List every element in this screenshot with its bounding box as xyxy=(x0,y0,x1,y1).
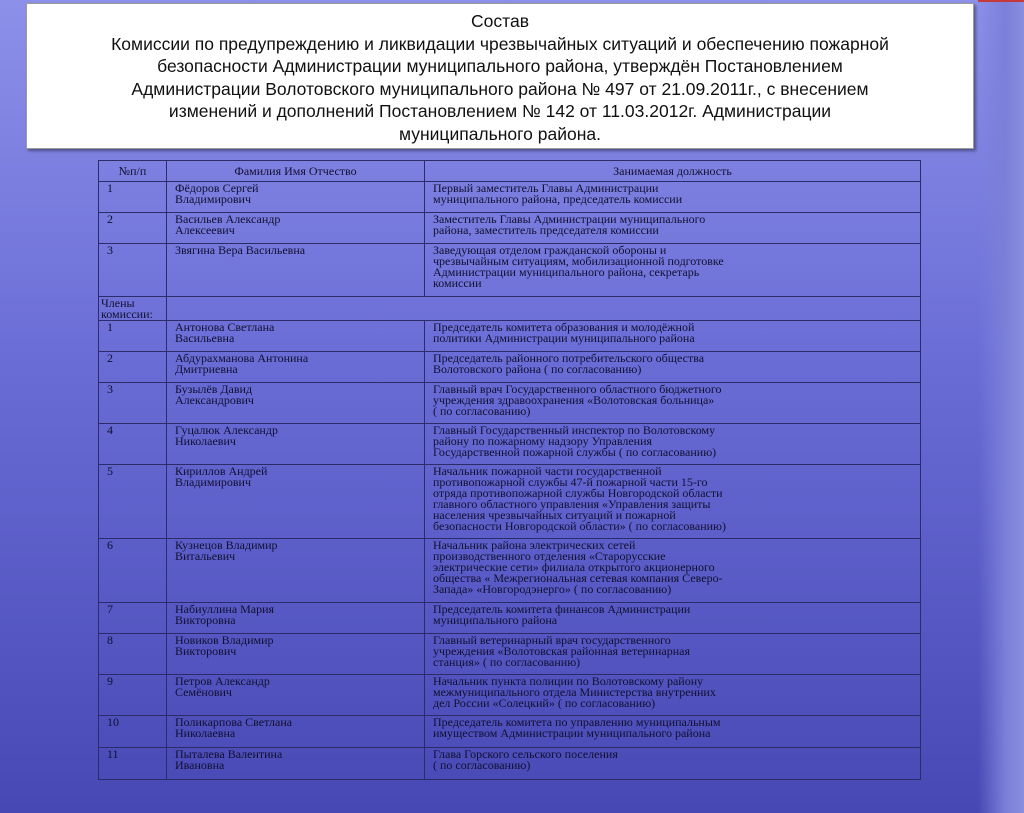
member-name-line: Дмитриевна xyxy=(175,362,238,376)
member-position-line: чрезвычайным ситуациям, мобилизационной подготовке xyxy=(433,254,724,268)
member-position xyxy=(425,465,921,539)
member-position-line: Главный врач Государственного областного бюджетного xyxy=(433,382,722,396)
title-line-5: изменений и дополнений Постановлением № 142 от 11.03.2012г. Администрации xyxy=(168,101,832,121)
member-position-line: Председатель районного потребительского общества xyxy=(433,351,705,365)
member-position-line: Председатель комитета по управлению муниципальным xyxy=(433,715,721,729)
member-position-line: противопожарной службы 47-й пожарной части 15-го xyxy=(433,475,708,489)
table-row xyxy=(99,675,921,716)
member-name-line: Николаевна xyxy=(175,726,236,740)
member-position-line: району по пожарному надзору Управления xyxy=(433,434,653,448)
member-position-line: муниципального района, председатель комиссии xyxy=(433,192,683,206)
title-line-6: муниципального района. xyxy=(399,123,601,144)
row-number: 3 xyxy=(99,244,167,297)
member-name-line: Алексеевич xyxy=(175,223,235,237)
member-name-line: Гуцалюк Александр xyxy=(175,423,278,437)
member-name xyxy=(167,634,425,675)
member-name-line: Фёдоров Сергей xyxy=(175,181,259,195)
member-position-line: Первый заместитель Главы Администрации xyxy=(433,181,659,195)
table-row xyxy=(99,383,921,424)
member-name-line: Антонова Светлана xyxy=(175,320,275,334)
member-name-line: Викторовна xyxy=(175,613,236,627)
member-name xyxy=(167,675,425,716)
member-position-line: межмуниципального отдела Министерства внутренних xyxy=(433,685,716,699)
member-name xyxy=(167,424,425,465)
member-position-line: Администрации муниципального района, секретарь xyxy=(433,265,700,279)
member-position-line: политики Администрации муниципального района xyxy=(433,331,695,345)
member-position xyxy=(425,383,921,424)
row-number: 2 xyxy=(99,352,167,383)
members-label-row xyxy=(99,297,921,321)
member-position-line: Волотовского района ( по согласованию) xyxy=(433,362,642,376)
member-position-line: населения чрезвычайных ситуаций и пожарной xyxy=(433,508,676,522)
table-row xyxy=(99,603,921,634)
member-position xyxy=(425,748,921,780)
member-position xyxy=(425,213,921,244)
member-position-line: Начальник пожарной части государственной xyxy=(433,464,662,478)
member-name-line: Семёнович xyxy=(175,685,232,699)
member-name xyxy=(167,321,425,352)
member-name xyxy=(167,383,425,424)
row-number: 7 xyxy=(99,603,167,634)
members-section xyxy=(99,321,921,780)
member-name-line: Владимирович xyxy=(175,192,251,206)
table-row xyxy=(99,352,921,383)
leaders-section xyxy=(99,182,921,297)
member-name-line: Бузылёв Давид xyxy=(175,382,253,396)
table-row xyxy=(99,748,921,780)
member-position-line: Председатель комитета финансов Администрации xyxy=(433,602,691,616)
table-row xyxy=(99,539,921,603)
member-name-line: Николаевич xyxy=(175,434,236,448)
member-position xyxy=(425,675,921,716)
table-row xyxy=(99,634,921,675)
member-position-line: района, заместитель председателя комиссии xyxy=(433,223,659,237)
member-name xyxy=(167,716,425,748)
member-name xyxy=(167,539,425,603)
row-number: 1 xyxy=(99,321,167,352)
member-name-line: Пыталева Валентина xyxy=(175,747,283,761)
row-number: 8 xyxy=(99,634,167,675)
member-position-line: имуществом Администрации муниципального района xyxy=(433,726,711,740)
member-name-line: Кириллов Андрей xyxy=(175,464,268,478)
table-row xyxy=(99,465,921,539)
title-line-4: Администрации Волотовского муниципального района № 497 от 21.09.2011г., с внесением xyxy=(131,78,869,99)
member-name xyxy=(167,244,425,297)
table-header-row xyxy=(99,161,921,182)
member-position xyxy=(425,539,921,603)
title-box xyxy=(26,3,974,149)
member-position-line: муниципального района xyxy=(433,613,558,627)
member-position-line: учреждения здравоохранения «Волотовская больница» xyxy=(433,393,715,407)
table-row xyxy=(99,716,921,748)
member-position-line: общества « Межрегиональная сетевая компания Северо- xyxy=(433,571,723,585)
member-position xyxy=(425,716,921,748)
members-label-empty-cell xyxy=(167,297,921,321)
member-position xyxy=(425,182,921,213)
row-number: 10 xyxy=(99,716,167,748)
member-position-line: отряда противопожарной службы Новгородской области xyxy=(433,486,723,500)
slide-edge-decoration xyxy=(978,0,1024,813)
member-position-line: ( по согласованию) xyxy=(433,404,531,418)
member-name-line: Петров Александр xyxy=(175,674,270,688)
members-label-section xyxy=(99,297,921,321)
member-position-line: Главный ветеринарный врач государственного xyxy=(433,633,671,647)
member-position-line: Запада» «Новгородэнерго» ( по согласованию) xyxy=(433,582,672,596)
member-position-line: Начальник пункта полиции по Волотовскому району xyxy=(433,674,704,688)
member-position-line: Заведующая отделом гражданской обороны и xyxy=(433,243,667,257)
header-name: Фамилия Имя Отчество xyxy=(167,161,425,182)
row-number: 9 xyxy=(99,675,167,716)
member-position-line: Начальник района электрических сетей xyxy=(433,538,636,552)
member-name-line: Набиуллина Мария xyxy=(175,602,275,616)
member-name-line: Александрович xyxy=(175,393,254,407)
commission-table xyxy=(98,160,921,780)
member-position-line: Государственной пожарной службы ( по согласованию) xyxy=(433,445,717,459)
member-position-line: ( по согласованию) xyxy=(433,758,531,772)
member-position-line: главного областного управления «Управления защиты xyxy=(433,497,711,511)
header-number: №п/п xyxy=(99,161,167,182)
row-number: 1 xyxy=(99,182,167,213)
member-position-line: учреждения «Волотовская районная ветеринарная xyxy=(433,644,690,658)
row-number: 11 xyxy=(99,748,167,780)
member-name-line: Поликарпова Светлана xyxy=(175,715,293,729)
table-row xyxy=(99,213,921,244)
title-line-2: Комиссии по предупреждению и ликвидации чрезвычайных ситуаций и обеспечению пожарной xyxy=(111,33,889,54)
header-position: Занимаемая должность xyxy=(425,161,921,182)
member-position-line: электрические сети» филиала открытого акционерного xyxy=(433,560,715,574)
member-name-line: Васильевна xyxy=(175,331,235,345)
member-position-line: станция» ( по согласованию) xyxy=(433,655,581,669)
member-name-line: Кузнецов Владимир xyxy=(175,538,278,552)
member-name xyxy=(167,748,425,780)
title-line-1: Состав xyxy=(471,11,529,31)
member-name xyxy=(167,465,425,539)
row-number: 4 xyxy=(99,424,167,465)
member-name-line: Новиков Владимир xyxy=(175,633,274,647)
member-position xyxy=(425,634,921,675)
member-name xyxy=(167,213,425,244)
table-row xyxy=(99,244,921,297)
member-position-line: производственного отделения «Старорусские xyxy=(433,549,666,563)
member-name xyxy=(167,603,425,634)
member-name-line: Ивановна xyxy=(175,758,225,772)
row-number: 2 xyxy=(99,213,167,244)
table-row xyxy=(99,182,921,213)
member-position-line: Заместитель Главы Администрации муниципального xyxy=(433,212,706,226)
member-position-line: Председатель комитета образования и молодёжной xyxy=(433,320,695,334)
member-position xyxy=(425,603,921,634)
title-line-3: безопасности Администрации муниципального района, утверждён Постановлением xyxy=(157,56,843,76)
member-position-line: Глава Горского сельского поселения xyxy=(433,747,618,761)
member-position xyxy=(425,244,921,297)
member-name-line: Звягина Вера Васильевна xyxy=(175,243,306,257)
member-name-line: Витальевич xyxy=(175,549,236,563)
member-name-line: Владимирович xyxy=(175,475,251,489)
member-position-line: дел России «Солецкий» ( по согласованию) xyxy=(433,696,656,710)
member-position-line: Главный Государственный инспектор по Волотовскому xyxy=(433,423,716,437)
table-row xyxy=(99,321,921,352)
member-name-line: Абдурахманова Антонина xyxy=(175,351,309,365)
members-label: Члены комиссии: xyxy=(99,297,167,321)
member-position-line: комиссии xyxy=(433,276,482,290)
member-name-line: Викторович xyxy=(175,644,237,658)
member-position xyxy=(425,424,921,465)
member-name-line: Васильев Александр xyxy=(175,212,281,226)
row-number: 6 xyxy=(99,539,167,603)
member-position xyxy=(425,321,921,352)
row-number: 3 xyxy=(99,383,167,424)
member-name xyxy=(167,182,425,213)
member-name xyxy=(167,352,425,383)
table-row xyxy=(99,424,921,465)
row-number: 5 xyxy=(99,465,167,539)
member-position-line: безопасности Новгородской области» ( по согласованию) xyxy=(433,519,727,533)
member-position xyxy=(425,352,921,383)
